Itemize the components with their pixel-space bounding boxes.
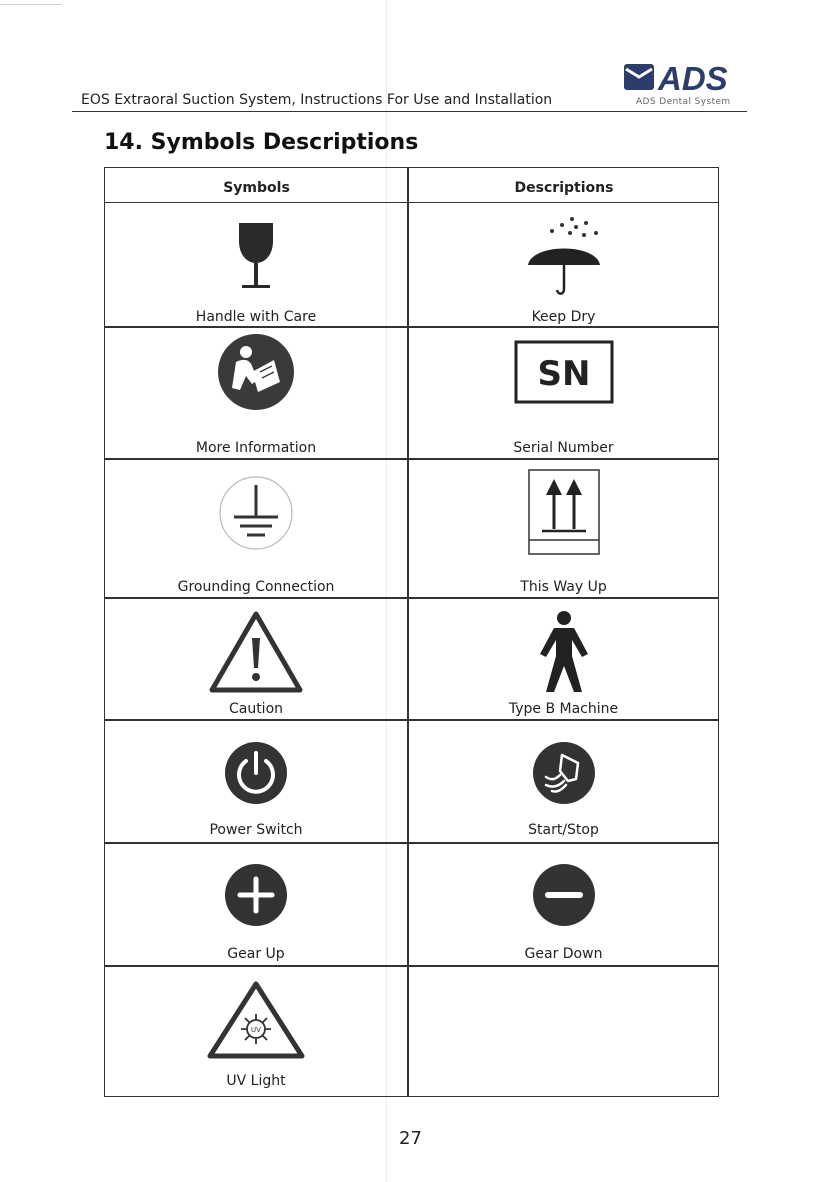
symbol-label: Serial Number — [513, 440, 614, 456]
symbol-label: Gear Down — [524, 946, 603, 962]
uv-text: UV — [251, 1026, 261, 1034]
table-row — [105, 966, 407, 1096]
page-number: 27 — [399, 1128, 422, 1149]
symbol-label: Caution — [228, 701, 284, 717]
header-rule — [72, 111, 747, 112]
serial-number-text: SN — [537, 354, 590, 394]
symbol-label: Power Switch — [209, 822, 303, 838]
start-stop-icon — [532, 741, 596, 805]
table-row — [105, 843, 407, 965]
symbol-label: Gear Up — [227, 946, 285, 962]
minus-circle-icon — [532, 863, 596, 927]
column-header-symbols: Symbols — [223, 180, 290, 196]
this-way-up-icon — [528, 469, 600, 555]
table-row — [105, 720, 407, 842]
symbols-table — [104, 167, 719, 1097]
plus-circle-icon — [224, 863, 288, 927]
ads-logo-text: ADS — [658, 60, 728, 94]
serial-number-icon — [514, 340, 614, 404]
symbol-label: Grounding Connection — [177, 579, 335, 595]
symbol-label: UV Light — [226, 1073, 286, 1089]
read-manual-icon — [216, 332, 296, 412]
table-row — [409, 203, 718, 326]
uv-warning-icon — [206, 980, 306, 1060]
symbol-label: Start/Stop — [528, 822, 599, 838]
table-row — [105, 459, 407, 597]
table-row — [409, 327, 718, 458]
table-header-row — [105, 168, 718, 203]
table-row — [409, 459, 718, 597]
table-row — [105, 327, 407, 458]
symbol-label: More Information — [195, 440, 317, 456]
table-row — [409, 598, 718, 719]
table-row — [105, 598, 407, 719]
ground-icon — [218, 475, 294, 551]
table-row — [105, 203, 407, 326]
type-b-person-icon — [536, 610, 592, 696]
ads-logo — [624, 60, 742, 94]
empty-cell — [409, 966, 718, 1096]
logo-subtitle: ADS Dental System — [636, 97, 731, 107]
table-row — [409, 720, 718, 842]
umbrella-rain-icon — [526, 213, 602, 299]
symbol-label: Keep Dry — [531, 309, 596, 325]
table-row — [409, 843, 718, 965]
symbol-label: Handle with Care — [195, 309, 317, 325]
fragile-glass-icon — [236, 221, 276, 296]
symbol-label: Type B Machine — [508, 701, 619, 717]
page-title: 14. Symbols Descriptions — [104, 130, 419, 155]
warning-triangle-icon — [208, 610, 304, 694]
document-title: EOS Extraoral Suction System, Instructions For Use and Installation — [81, 92, 553, 108]
symbol-label: This Way Up — [520, 579, 607, 595]
power-icon — [224, 741, 288, 805]
column-header-descriptions: Descriptions — [514, 180, 614, 196]
scan-corner-mark — [0, 4, 62, 5]
